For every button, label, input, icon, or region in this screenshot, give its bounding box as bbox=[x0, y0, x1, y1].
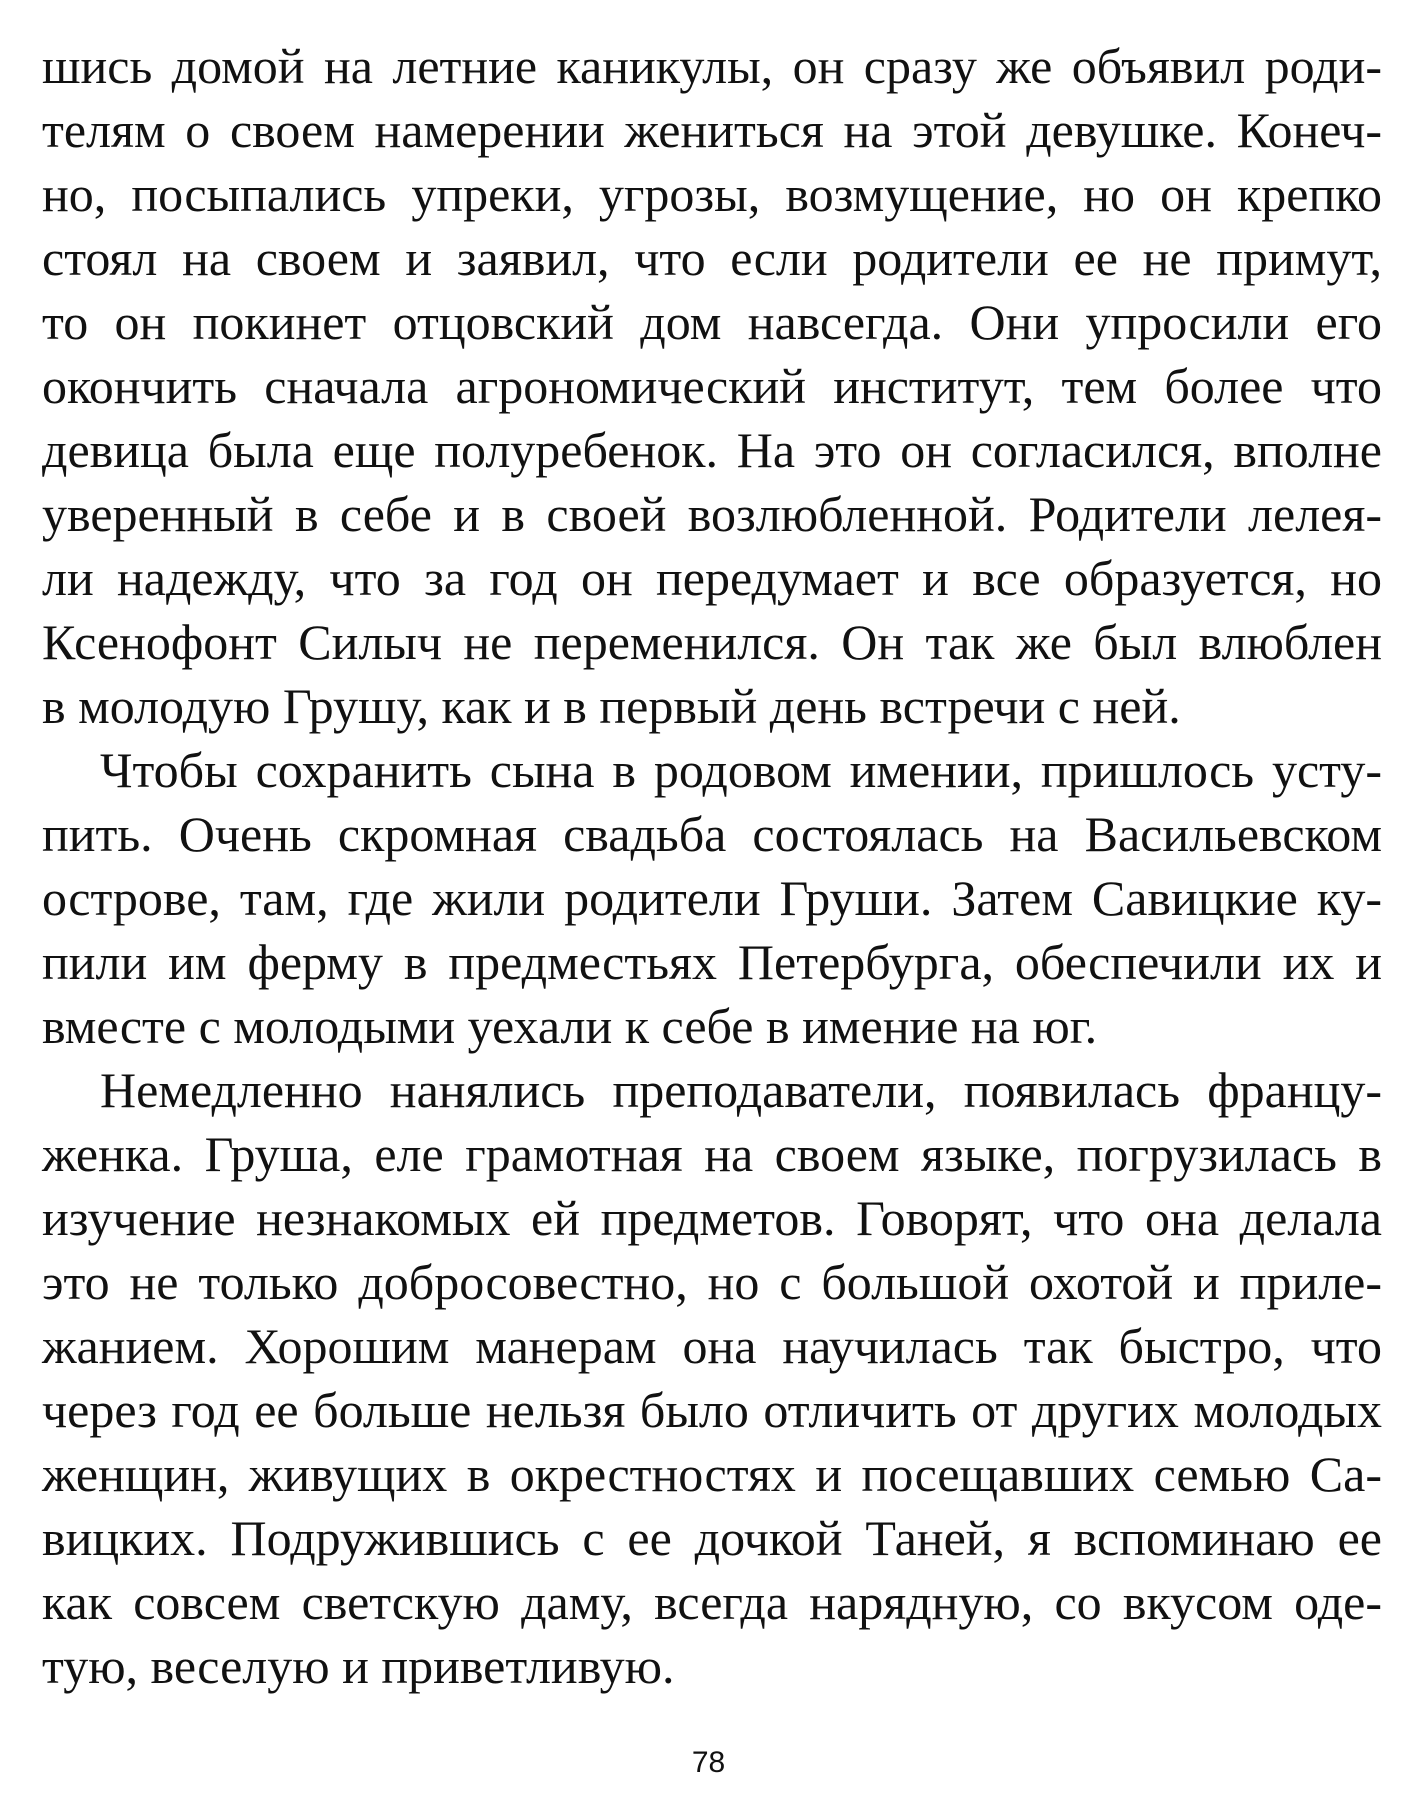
text-line: телям о своем намерении жениться на этой девушке. Конеч- bbox=[42, 102, 1382, 158]
text-line: пили им ферму в предместьях Петербурга, обеспечили их и bbox=[42, 934, 1382, 990]
paragraph-3 bbox=[42, 1058, 1382, 1698]
text-line: это не только добросовестно, но с большой охотой и приле- bbox=[42, 1254, 1382, 1310]
text-line: шись домой на летние каникулы, он сразу же объявил роди- bbox=[42, 38, 1382, 94]
text-line: острове, там, где жили родители Груши. Затем Савицкие ку- bbox=[42, 870, 1382, 926]
text-line: женщин, живущих в окрестностях и посещавших семью Са- bbox=[42, 1446, 1382, 1502]
text-line: изучение незнакомых ей предметов. Говорят, что она делала bbox=[42, 1190, 1382, 1246]
text-line: через год ее больше нельзя было отличить от других молодых bbox=[42, 1382, 1382, 1438]
text-line: Чтобы сохранить сына в родовом имении, пришлось усту- bbox=[100, 742, 1382, 798]
text-line: Ксенофонт Силыч не переменился. Он так же был влюблен bbox=[42, 614, 1382, 670]
text-line: как совсем светскую даму, всегда нарядную, со вкусом оде- bbox=[42, 1574, 1382, 1630]
text-line: девица была еще полуребенок. На это он согласился, вполне bbox=[42, 422, 1382, 478]
text-line: пить. Очень скромная свадьба состоялась на Васильевском bbox=[42, 806, 1382, 862]
text-line: тую, веселую и приветливую. bbox=[42, 1638, 675, 1694]
text-line: в молодую Грушу, как и в первый день встречи с ней. bbox=[42, 678, 1181, 734]
paragraph-2 bbox=[42, 738, 1382, 1058]
text-line: Немедленно нанялись преподаватели, появилась францу- bbox=[100, 1062, 1382, 1118]
text-line: женка. Груша, еле грамотная на своем языке, погрузилась в bbox=[42, 1126, 1382, 1182]
text-line: жанием. Хорошим манерам она научилась так быстро, что bbox=[42, 1318, 1382, 1374]
page-number: 78 bbox=[691, 1746, 726, 1779]
text-line: уверенный в себе и в своей возлюбленной. Родители лелея- bbox=[42, 486, 1382, 542]
paragraph-1 bbox=[42, 34, 1382, 738]
text-line: стоял на своем и заявил, что если родители ее не примут, bbox=[42, 230, 1382, 286]
text-line: окончить сначала агрономический институт, тем более что bbox=[42, 358, 1382, 414]
text-line: ли надежду, что за год он передумает и все образуется, но bbox=[42, 550, 1382, 606]
page-body bbox=[42, 34, 1382, 1734]
text-line: то он покинет отцовский дом навсегда. Они упросили его bbox=[42, 294, 1382, 350]
text-line: но, посыпались упреки, угрозы, возмущение, но он крепко bbox=[42, 166, 1382, 222]
text-line: вицких. Подружившись с ее дочкой Таней, я вспоминаю ее bbox=[42, 1510, 1382, 1566]
text-line: вместе с молодыми уехали к себе в имение на юг. bbox=[42, 998, 1098, 1054]
